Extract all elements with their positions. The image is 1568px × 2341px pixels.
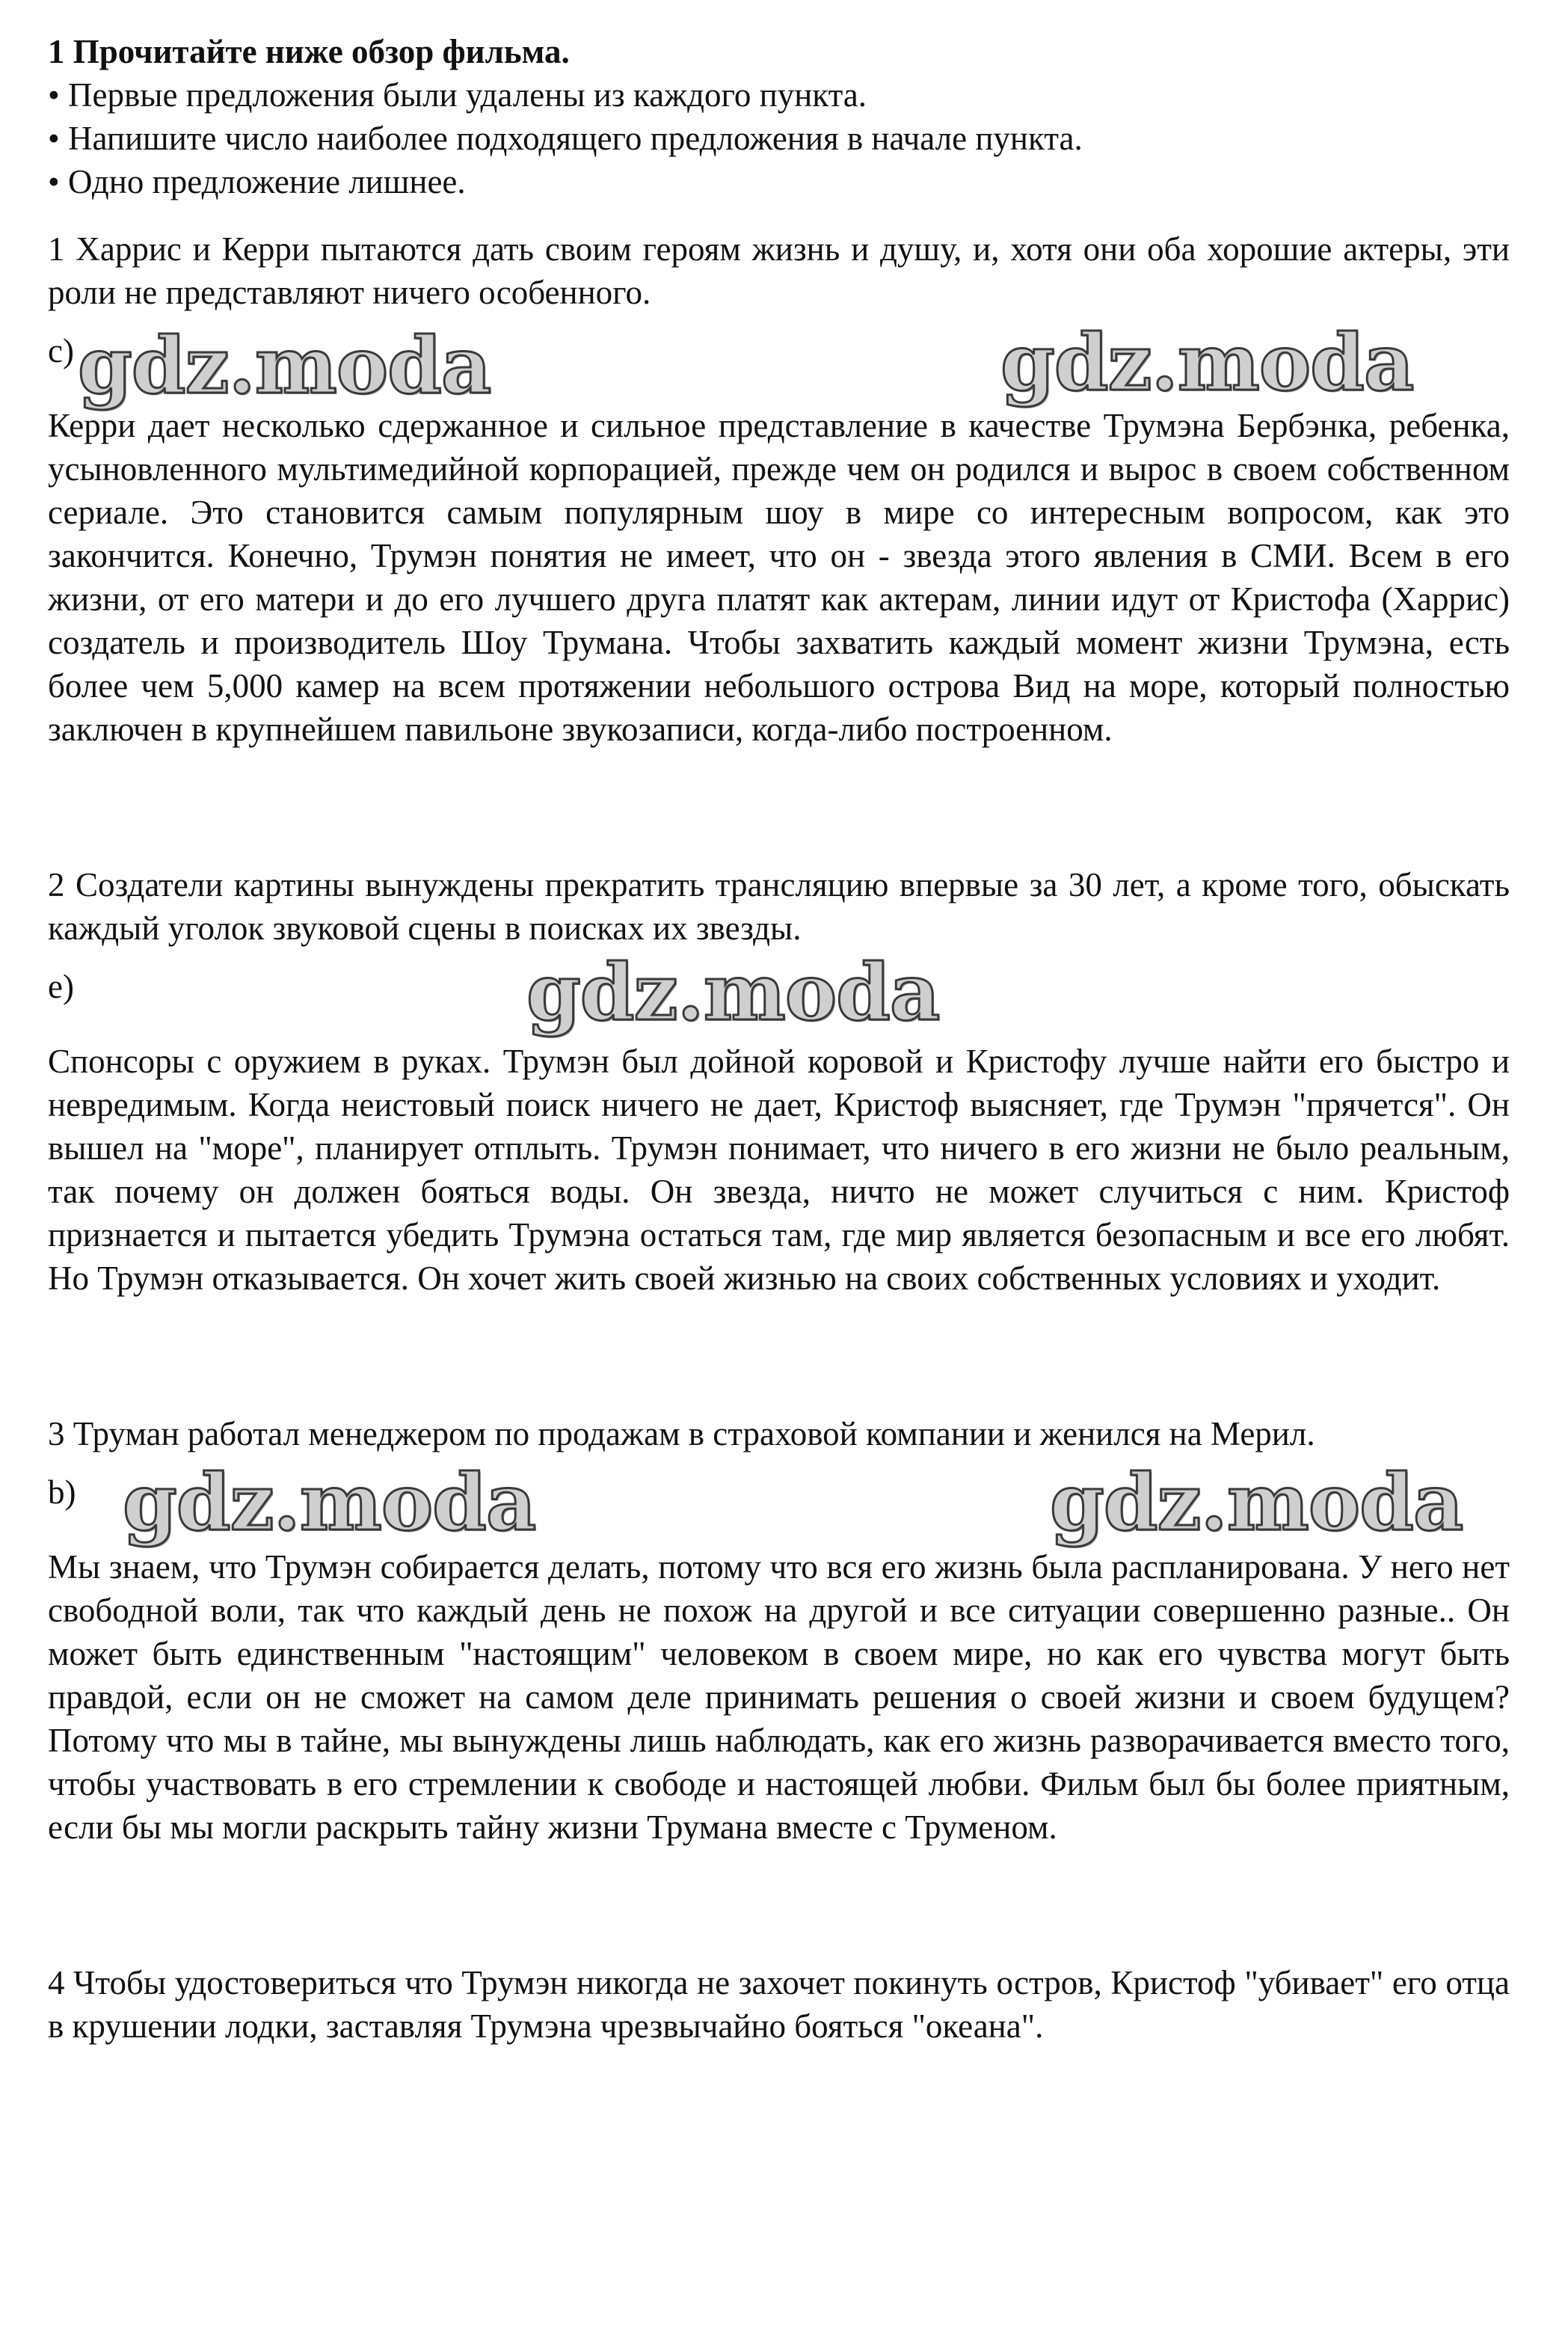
paragraph-3: Мы знаем, что Трумэн собирается делать, потому что вся его жизнь была распланирована. У него нет свободной воли, так что каждый день не похож на другой и все ситуации совершенно разные.. Он может быть единственным "настоящим" человеком в своем мире, но как его чувства могут быть правдой, если он не сможет на самом деле принимать решения о своей жизни и своем будущем? Потому что мы в тайне, мы вынуждены лишь наблюдать, как его жизнь разворачивается вместо того, чтобы участвовать в его стремлении к свободе и настоящей любви. Фильм был бы более приятным, если бы мы могли раскрыть тайну жизни Трумана вместе с Труменом. [48,1548,1510,1846]
answer-row-3 [48,1456,1510,1548]
watermark-logo: gdz.moda [78,319,491,411]
paragraph-2: Спонсоры с оружием в руках. Трумэн был дойной коровой и Кристофу лучше найти его быстро и невредимым. Когда неистовый поиск ничего не дает, Кристоф выясняет, где Трумэн "прячется". Он вышел на "море", планирует отплыть. Трумэн понимает, что ничего в его жизни не было реальным, так почему он должен бояться воды. Он звезда, ничто не может случиться с ним. Кристоф признается и пытается убедить Трумэна остаться там, где мир является безопасным и все его любят. Но Трумэн отказывается. Он хочет жить своей жизнью на своих собственных условиях и уходит. [48,1043,1510,1297]
sentence-3: 3 Труман работал менеджером по продажам в страховой компании и женился на Мерил. [48,1415,1315,1452]
instruction-line: • Первые предложения были удалены из каждого пункта. [48,76,867,114]
task-title: 1 Прочитайте ниже обзор фильма. [48,33,570,70]
sentence-1: 1 Харрис и Керри пытаются дать своим героям жизнь и душу, и, хотя они оба хорошие актеры, эти роли не представляют ничего особенного. [48,230,1510,311]
answer-letter: b) [48,1473,76,1511]
answer-row-2 [48,946,1510,1040]
answer-letter: c) [48,332,74,369]
watermark-logo: gdz.moda [1050,1456,1463,1548]
watermark-logo: gdz.moda [1000,316,1414,408]
answer-letter: e) [48,968,74,1005]
document-page [48,30,1510,2048]
sentence-2: 2 Создатели картины вынуждены прекратить трансляцию впервые за 30 лет, а кроме того, обыскать каждый уголок звуковой сцены в поисках их звезды. [48,866,1510,947]
watermark-logo: gdz.moda [123,1456,536,1548]
watermark-logo: gdz.moda [526,946,940,1038]
paragraph-1: Керри дает несколько сдержанное и сильное представление в качестве Трумэна Бербэнка, ребенка, усыновленного мультимедийной корпорацией, прежде чем он родился и вырос в своем собственном сериале. Это становится самым популярным шоу в мире со интересным вопросом, как это закончится. Конечно, Трумэн понятия не имеет, что он - звезда этого явления в СМИ. Всем в его жизни, от его матери и до его лучшего друга платят как актерам, линии идут от Кристофа (Харрис) создатель и производитель Шоу Трумана. Чтобы захватить каждый момент жизни Трумэна, есть более чем 5,000 камер на всем протяжении небольшого острова Вид на море, который полностью заключен в крупнейшем павильоне звукозаписи, когда-либо построенном. [48,407,1510,748]
instruction-line: • Напишите число наиболее подходящего предложения в начале пункта. [48,120,1083,157]
instruction-line: • Одно предложение лишнее. [48,163,466,200]
answer-row-1 [48,316,1510,411]
sentence-4: 4 Чтобы удостовериться что Трумэн никогда не захочет покинуть остров, Кристоф "убивает" его отца в крушении лодки, заставляя Трумэна чрезвычайно бояться "океана". [48,1964,1510,2045]
